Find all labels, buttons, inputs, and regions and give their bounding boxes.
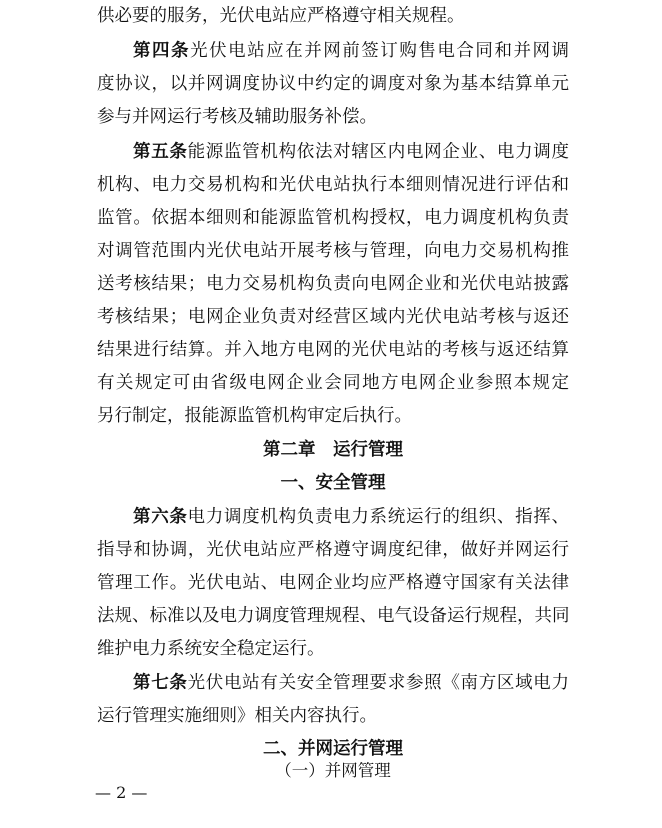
- text-line: 度协议，以并网调度协议中约定的调度对象为基本结算单元: [97, 74, 569, 94]
- text-line: 另行制定，报能源监管机构审定后执行。: [97, 406, 412, 426]
- article-6-line: [133, 506, 569, 528]
- article-6-label: 第六条: [133, 507, 188, 527]
- text-line: 供必要的服务，光伏电站应严格遵守相关规程。: [97, 6, 465, 26]
- subsection-heading: （一）并网管理: [275, 761, 391, 780]
- section-heading: 二、并网运行管理: [263, 739, 403, 759]
- text-line: 送考核结果；电力交易机构负责向电网企业和光伏电站披露: [97, 274, 569, 294]
- text-line: 对调管范围内光伏电站开展考核与管理，向电力交易机构推: [97, 241, 569, 261]
- article-6-text: 电力调度机构负责电力系统运行的组织、指挥、: [187, 507, 570, 527]
- section-heading: 一、安全管理: [280, 473, 386, 493]
- text-line: 考核结果；电网企业负责对经营区域内光伏电站考核与返还: [97, 307, 569, 327]
- article-7-label: 第七条: [133, 673, 188, 693]
- text-line: 结果进行结算。并入地方电网的光伏电站的考核与返还结算: [97, 340, 569, 360]
- chapter-heading: 第二章 运行管理: [263, 440, 403, 460]
- text-line: 有关规定可由省级电网企业会同地方电网企业参照本规定: [97, 373, 569, 393]
- text-line: 监管。依据本细则和能源监管机构授权，电力调度机构负责: [97, 208, 569, 228]
- article-4-text: 光伏电站应在并网前签订购售电合同和并网调: [190, 41, 570, 61]
- text-line: 指导和协调，光伏电站应严格遵守调度纪律，做好并网运行: [97, 540, 569, 560]
- page-number: — 2 —: [95, 783, 148, 802]
- text-line: 参与并网运行考核及辅助服务补偿。: [97, 107, 377, 127]
- article-4-label: 第四条: [133, 41, 191, 61]
- text-line: 维护电力系统安全稳定运行。: [97, 639, 325, 659]
- text-line: 机构、电力交易机构和光伏电站执行本细则情况进行评估和: [97, 175, 569, 195]
- article-7-line: [133, 672, 569, 694]
- text-line: 法规、标准以及电力调度管理规程、电气设备运行规程，共同: [97, 606, 570, 626]
- article-5-text: 能源监管机构依法对辖区内电网企业、电力调度: [187, 142, 570, 162]
- article-5-line: [133, 141, 569, 163]
- article-4-line: [133, 40, 569, 62]
- text-line: 管理工作。光伏电站、电网企业均应严格遵守国家有关法律: [97, 573, 569, 593]
- article-7-text: 光伏电站有关安全管理要求参照《南方区域电力: [187, 673, 570, 693]
- article-5-label: 第五条: [133, 142, 188, 162]
- text-line: 运行管理实施细则》相关内容执行。: [97, 706, 377, 726]
